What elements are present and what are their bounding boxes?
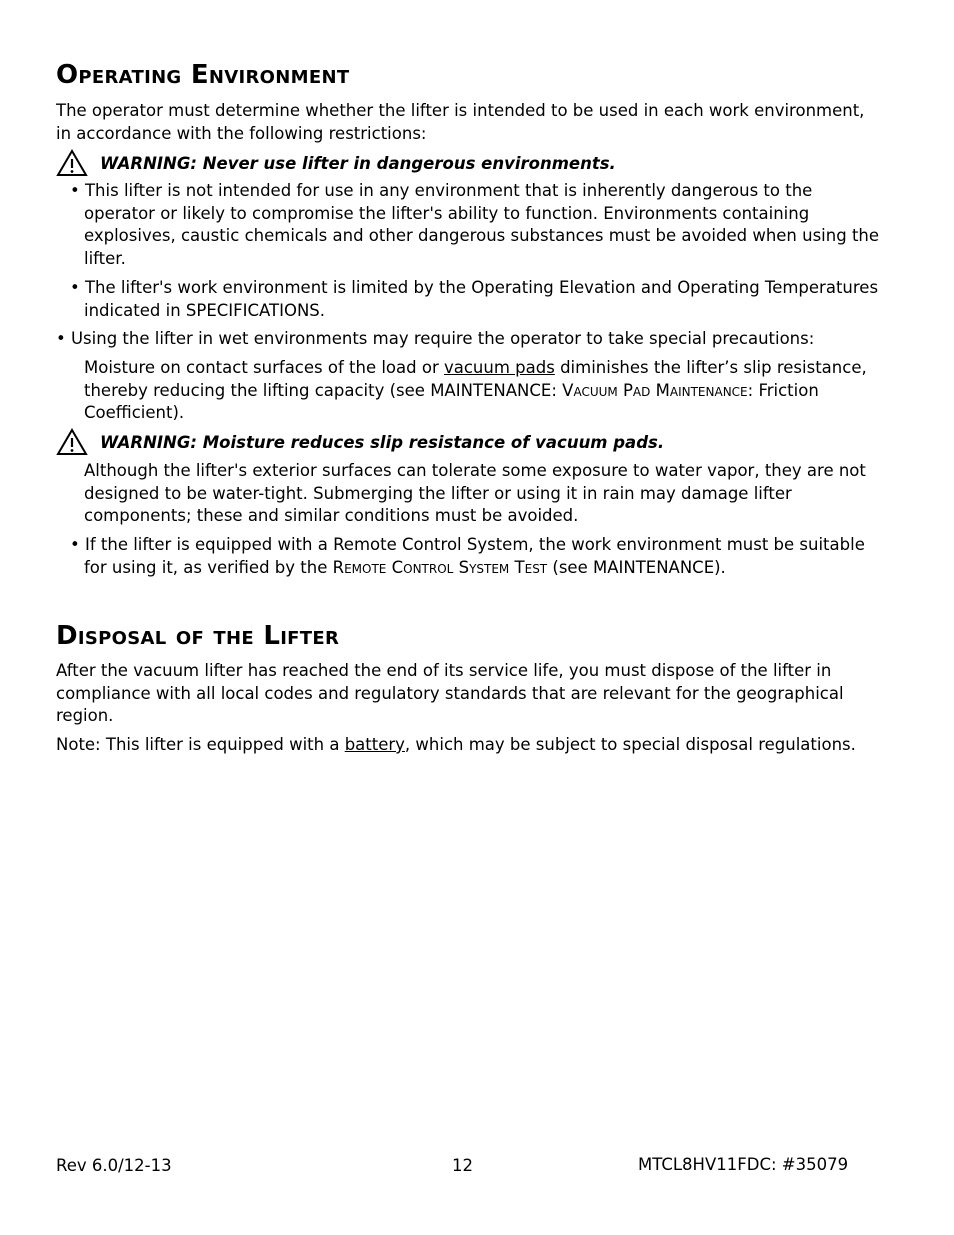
remote-test-ref: Remote Control System Test — [332, 557, 548, 577]
moisture-paragraph — [56, 357, 874, 425]
heading-initial: L — [263, 621, 281, 651]
warning-triangle-icon — [56, 428, 88, 456]
footer-revision: Rev 6.0/12-13 — [56, 1156, 172, 1175]
warning-text: WARNING: Never use lifter in dangerous environments. — [100, 153, 616, 173]
moisture-text: Moisture on contact surfaces of the load or — [84, 358, 444, 377]
note-text: , which may be subject to special disposal regulations. — [404, 735, 856, 754]
heading-text: ifter — [280, 621, 340, 651]
battery-note — [56, 734, 871, 757]
heading-initial: D — [56, 621, 78, 651]
moisture-text: : Friction Coefficient). — [84, 380, 819, 423]
warning-moisture — [56, 427, 664, 457]
moisture-text: diminishes the lifter’s slip resistance, thereby reducing the lifting capacity (see MAINTENANCE: — [84, 358, 867, 400]
disposal-paragraph: After the vacuum lifter has reached the end of its service life, you must dispose of the lifter in compliance with all local codes and regulatory standards that are relevant for the geographical region. — [56, 661, 844, 726]
bullet-dangerous: • This lifter is not intended for use in any environment that is inherently dangerous to the operator or likely to compromise the lifter's ability to function. Environments containing explosives, caustic chemicals and other dangerous substances must be avoided when using the lifter. — [70, 181, 880, 269]
bullet-wet: • Using the lifter in wet environments may require the operator to take special precautions: — [56, 329, 815, 348]
remote-text: (see MAINTENANCE). — [547, 557, 726, 577]
heading-text: nvironment — [208, 60, 350, 90]
bullet-remote — [56, 534, 884, 579]
footer-model: MTCL8HV11FDC: #35079 — [638, 1155, 849, 1174]
heading-initial: E — [190, 60, 209, 90]
intro-paragraph: The operator must determine whether the lifter is intended to be used in each work environment, in accordance with the following restrictions: — [56, 101, 865, 143]
footer-page-number: 12 — [452, 1156, 473, 1175]
warning-text: WARNING: Moisture reduces slip resistance of vacuum pads. — [100, 432, 665, 452]
note-text: Note: This lifter is equipped with a — [56, 735, 345, 754]
heading-text: perating — [78, 60, 191, 90]
exterior-paragraph: Although the lifter's exterior surfaces can tolerate some exposure to water vapor, they are not designed to be water-tight. Submerging the lifter or using it in rain may damage lifter components; these and similar conditions must be avoided. — [84, 461, 866, 526]
heading-text: isposal of the — [77, 621, 264, 651]
warning-triangle-icon — [56, 149, 88, 177]
battery-link[interactable]: battery — [344, 735, 405, 754]
vacuum-pad-maintenance-ref: Vacuum Pad Maintenance — [562, 380, 748, 400]
heading-initial: O — [56, 60, 79, 90]
section-heading-operating-environment — [56, 60, 349, 90]
warning-dangerous-environments — [56, 148, 616, 178]
section-heading-disposal — [56, 621, 339, 651]
remote-text: • If the lifter is equipped with a Remote Control System, the work environment must be suitable for using it, as verified by the — [70, 535, 865, 577]
vacuum-pads-link[interactable]: vacuum pads — [443, 358, 555, 377]
bullet-elevation: • The lifter's work environment is limited by the Operating Elevation and Operating Temperatures indicated in SPECIFICATIONS. — [70, 278, 879, 320]
